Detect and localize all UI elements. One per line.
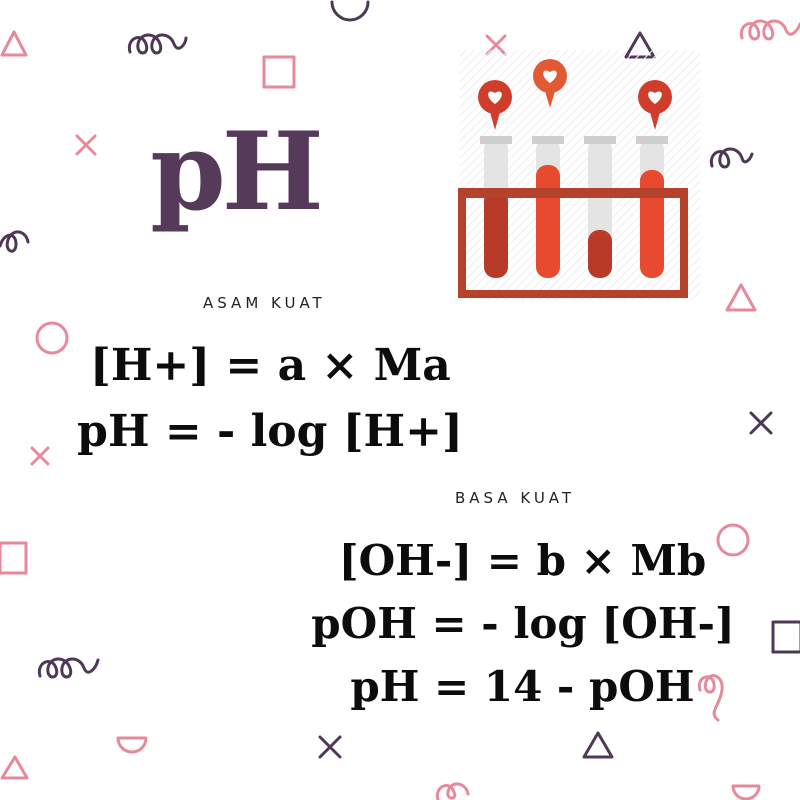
squiggle-shape — [129, 35, 186, 53]
circle-shape — [332, 2, 368, 20]
squiggle-shape — [437, 784, 468, 800]
test-tube — [532, 136, 564, 278]
triangle-shape — [2, 32, 26, 55]
strong-acid-label: ASAM KUAT — [203, 294, 326, 312]
square-shape — [0, 543, 26, 573]
strong-acid-formula-concentration: [H+] = a × Ma — [90, 340, 451, 391]
squiggle-shape — [39, 659, 98, 677]
square-shape — [264, 57, 294, 87]
triangle-shape — [727, 285, 755, 310]
squiggle-shape — [0, 232, 28, 251]
square-shape — [773, 622, 800, 652]
half-circle-shape — [733, 786, 759, 799]
triangle-shape — [584, 733, 612, 757]
squiggle-shape — [711, 149, 752, 167]
strong-base-formula-concentration: [OH-] = b × Mb — [338, 536, 707, 585]
test-tube — [480, 136, 512, 278]
cross-shape — [32, 448, 48, 464]
cross-shape — [77, 136, 95, 154]
half-circle-shape — [118, 738, 146, 752]
strong-base-formula-poh: pOH = - log [OH-] — [311, 599, 735, 648]
cross-shape — [751, 413, 771, 433]
circle-shape — [718, 525, 748, 555]
test-tube — [584, 136, 616, 278]
cross-shape — [320, 737, 340, 757]
circle-shape — [37, 323, 67, 353]
squiggle-shape — [741, 21, 800, 39]
strong-acid-formula-ph: pH = - log [H+] — [77, 406, 463, 457]
strong-base-formula-ph: pH = 14 - pOH — [350, 662, 695, 711]
test-tube — [636, 136, 668, 278]
test-tubes-illustration — [440, 50, 700, 310]
strong-base-label: BASA KUAT — [455, 489, 576, 507]
triangle-shape — [2, 757, 27, 778]
page-title: pH — [150, 109, 320, 235]
